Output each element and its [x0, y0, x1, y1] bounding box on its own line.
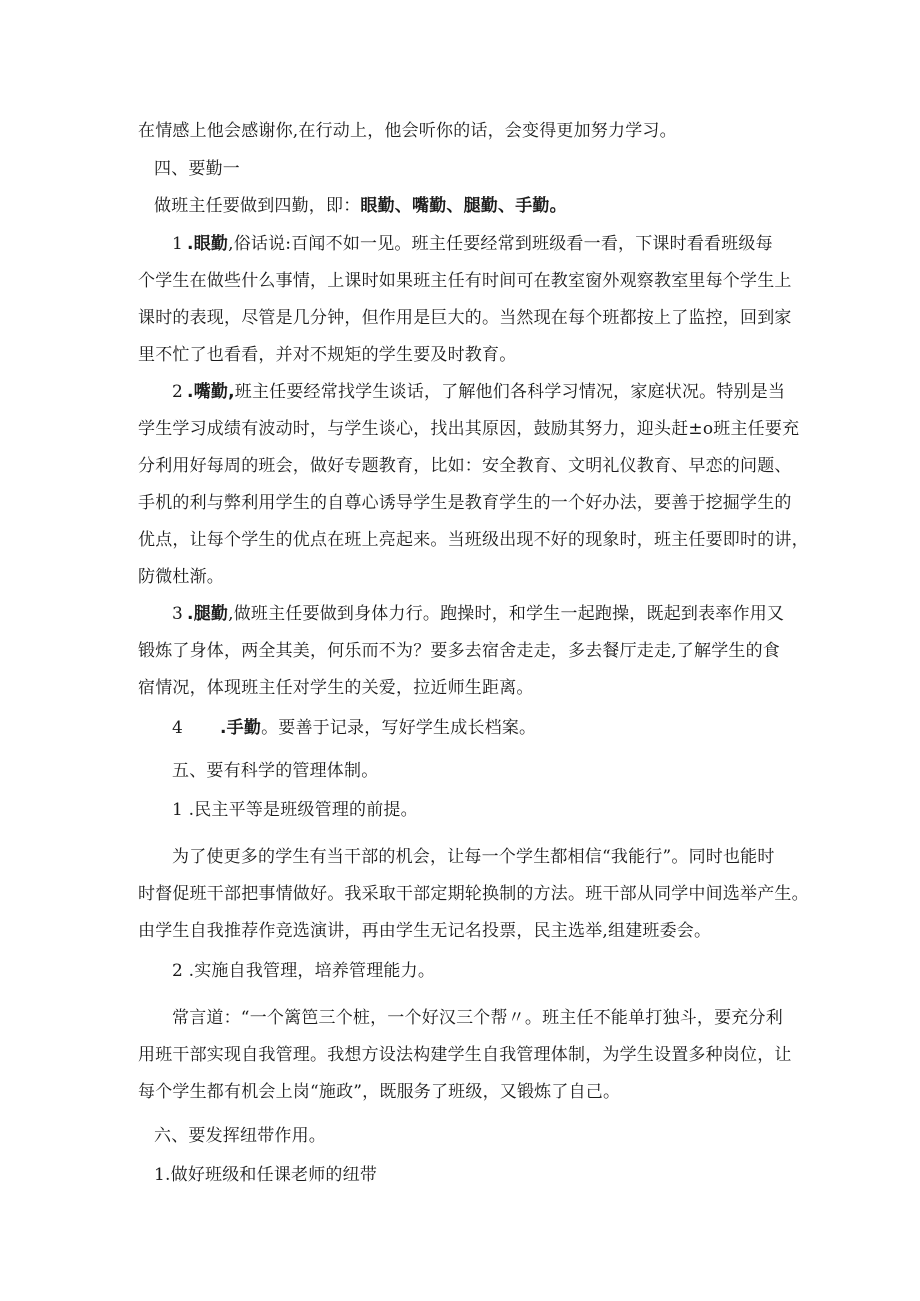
paragraph-line: 常言道：“一个篱笆三个桩，一个好汉三个帮〃。班主任不能单打独斗，要充分利	[172, 1008, 783, 1028]
bold-text: 眼勤、嘴勤、腿勤、手勤。	[360, 196, 567, 216]
section-heading: 四、要勤一	[154, 159, 240, 179]
paragraph-text: ,做班主任要做到身体力行。跑操时，和学生一起跑操，既起到表率作用又	[228, 604, 785, 624]
paragraph-line: 在情感上他会感谢你,在行动上，他会听你的话，会变得更加努力学习。	[138, 121, 677, 141]
paragraph-line	[172, 233, 773, 255]
paragraph-line: 由学生自我推荐作竞选演讲，再由学生无记名投票，民主选举,组建班委会。	[138, 921, 712, 941]
paragraph-line: 时督促班干部把事情做好。我采取干部定期轮换制的方法。班干部从同学中间选举产生。	[138, 884, 809, 904]
paragraph-text: 。要善于记录，写好学生成长档案。	[261, 718, 537, 738]
paragraph-text: 做班主任要做到四勤，即：	[154, 196, 361, 216]
item-number: 3	[172, 604, 184, 624]
paragraph-text: ,俗话说:百闻不如一见。班主任要经常到班级看一看，下课时看看班级每	[228, 234, 773, 254]
paragraph-line: 分利用好每周的班会，做好专题教育，比如：安全教育、文明礼仪教育、早恋的问题、	[138, 456, 792, 476]
paragraph-line	[172, 603, 784, 625]
paragraph-line: 课时的表现，尽管是几分钟，但作用是巨大的。当然现在每个班都按上了监控，回到家	[138, 308, 792, 328]
subheading: 2 .实施自我管理，培养管理能力。	[172, 961, 436, 981]
subheading: 1.做好班级和任课老师的纽带	[154, 1165, 378, 1185]
paragraph-line: 学生学习成绩有波动时，与学生谈心，找出其原因，鼓励其努力，迎头赶±o班主任要充	[138, 419, 800, 439]
item-number: 4	[172, 718, 184, 738]
subheading: 1 .民主平等是班级管理的前提。	[172, 800, 418, 820]
bold-text: .嘴勤,	[187, 382, 235, 402]
paragraph-line: 优点，让每个学生的优点在班上亮起来。当班级出现不好的现象时，班主任要即时的讲，	[138, 530, 809, 550]
paragraph-line: 为了使更多的学生有当干部的机会，让每一个学生都相信“我能行”。同时也能时	[172, 847, 775, 867]
bold-text: .手勤	[220, 718, 262, 738]
bold-text: .眼勤	[187, 234, 229, 254]
paragraph-line: 用班干部实现自我管理。我想方设法构建学生自我管理体制，为学生设置多种岗位，让	[138, 1045, 792, 1065]
item-number: 1	[172, 234, 184, 254]
paragraph-line: 防微杜渐。	[138, 567, 224, 587]
item-number: 2	[172, 382, 184, 402]
paragraph-line: 里不忙了也看看，并对不规矩的学生要及时教育。	[138, 345, 517, 365]
paragraph-line	[172, 381, 785, 403]
section-heading: 五、要有科学的管理体制。	[172, 761, 379, 781]
paragraph-line: 手机的利与弊利用学生的自尊心诱导学生是教育学生的一个好办法，要善于挖掘学生的	[138, 493, 792, 513]
paragraph-line: 锻炼了身体，两全其美，何乐而不为？要多去宿舍走走，多去餐厅走走,了解学生的食	[138, 641, 781, 661]
section-heading: 六、要发挥纽带作用。	[154, 1126, 326, 1146]
paragraph-line	[154, 195, 567, 217]
paragraph-line: 个学生在做些什么事情，上课时如果班主任有时间可在教室窗外观察教室里每个学生上	[138, 271, 792, 291]
paragraph-line: 宿情况，体现班主任对学生的关爱，拉近师生距离。	[138, 678, 534, 698]
bold-text: .腿勤	[187, 604, 229, 624]
paragraph-text: 班主任要经常找学生谈话，了解他们各科学习情况，家庭状况。特别是当	[234, 382, 786, 402]
paragraph-line: 每个学生都有机会上岗“施政”，既服务了班级，又锻炼了自己。	[138, 1082, 621, 1102]
paragraph-line	[172, 717, 536, 739]
